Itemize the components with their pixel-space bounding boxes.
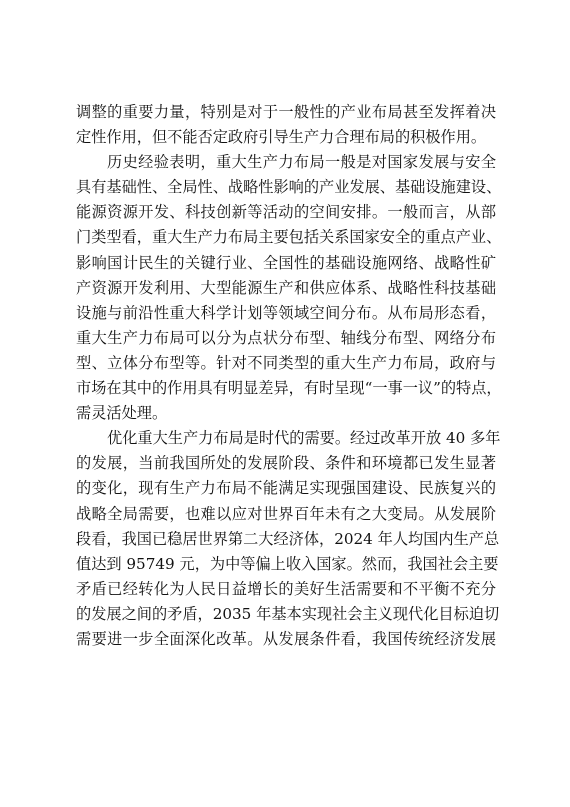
text-line: 需要进一步全面深化改革。从发展条件看，我国传统经济发展 xyxy=(76,629,496,648)
text-line: 门类型看，重大生产力布局主要包括关系国家安全的重点产业、 xyxy=(76,228,502,247)
paragraph xyxy=(76,100,496,150)
text-line: 型、立体分布型等。针对不同类型的重大生产力布局，政府与 xyxy=(76,353,496,372)
text-line: 调整的重要力量，特别是对于一般性的产业布局甚至发挥着决 xyxy=(76,103,496,121)
text-line: 具有基础性、全局性、战略性影响的产业发展、基础设施建设、 xyxy=(76,178,502,197)
text-line: 能源资源开发、科技创新等活动的空间安排。一般而言，从部 xyxy=(76,203,496,222)
text-line: 产资源开发利用、大型能源生产和供应体系、战略性科技基础 xyxy=(76,278,496,297)
paragraph xyxy=(76,426,501,652)
text-line: 的发展，当前我国所处的发展阶段、条件和环境都已发生显著 xyxy=(76,454,496,473)
text-line: 重大生产力布局可以分为点状分布型、轴线分布型、网络分布 xyxy=(76,328,496,347)
text-line: 矛盾已经转化为人民日益增长的美好生活需要和不平衡不充分 xyxy=(76,579,496,598)
text-line: 影响国计民生的关键行业、全国性的基础设施网络、战略性矿 xyxy=(76,253,496,272)
text-line: 设施与前沿性重大科学计划等领域空间分布。从布局形态看， xyxy=(76,303,496,322)
text-line: 市场在其中的作用具有明显差异，有时呈现“一事一议”的特点， xyxy=(76,379,502,398)
text-line: 值达到 95749 元，为中等偏上收入国家。然而，我国社会主要 xyxy=(76,554,499,573)
document-page xyxy=(76,100,502,652)
text-line: 需灵活处理。 xyxy=(76,404,168,423)
text-line: 的发展之间的矛盾，2035 年基本实现社会主义现代化目标迫切 xyxy=(76,604,500,623)
text-line: 段看，我国已稳居世界第二大经济体，2024 年人均国内生产总 xyxy=(76,529,500,548)
text-line: 的变化，现有生产力布局不能满足实现强国建设、民族复兴的 xyxy=(76,479,496,498)
text-line: 定性作用，但不能否定政府引导生产力合理布局的积极作用。 xyxy=(76,128,487,147)
paragraph xyxy=(76,150,502,426)
text-line: 历史经验表明，重大生产力布局一般是对国家发展与安全 xyxy=(107,153,496,172)
text-line: 战略全局需要，也难以应对世界百年未有之大变局。从发展阶 xyxy=(76,504,496,523)
text-line: 优化重大生产力布局是时代的需要。经过改革开放 40 多年 xyxy=(107,429,501,448)
